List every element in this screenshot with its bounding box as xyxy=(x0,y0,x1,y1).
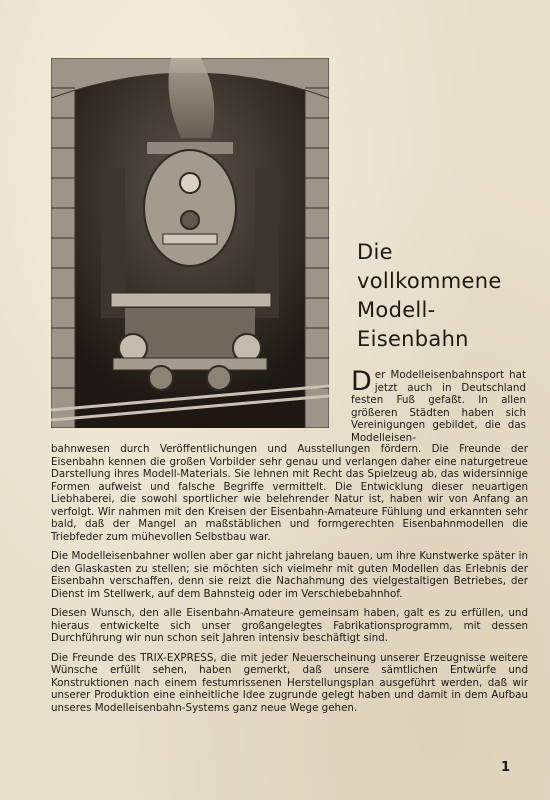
intro-wrapped-column xyxy=(351,366,526,444)
paragraph-2: Diesen Wunsch, den alle Eisenbahn-Amateure gemeinsam haben, galt es zu erfüllen, und hieraus entwickelte sich unser großangelegtes Fabrikationsprogramm, mit dessen Durchführung wir nun schon seit Jahren intensiv beschäftigt sind. xyxy=(51,607,528,644)
drop-cap: D xyxy=(351,366,372,397)
paragraph-3: Die Freunde des TRIX-EXPRESS, die mit jeder Neuerscheinung unserer Erzeugnisse weitere Wünsche erfüllt sehen, haben gemerkt, daß unsere sämtlichen Entwürfe und Konstruktionen nach einem festumrissenen Herstellungsplan ausgeführt werden, daß wir unserer Produktion eine einheitliche Idee zugrunde gelegt haben und damit in dem Aufbau unseres Modelleisenbahn-Systems ganz neue Wege gehen. xyxy=(51,651,528,714)
intro-paragraph xyxy=(351,366,526,444)
intro-wrapped-text: er Modelleisenbahnsport hat jetzt auch in Deutschland festen Fuß gefaßt. In allen größeren Städten haben sich Vereinigungen gebildet, die das Modelleisen- xyxy=(351,369,526,444)
paragraph-1: Die Modelleisenbahner wollen aber gar nicht jahrelang bauen, um ihre Kunstwerke später in den Glaskasten zu stellen; sie möchten sich vielmehr mit guten Modellen das Erlebnis der Eisenbahn verschaffen, denn sie reizt die Nachahmung des vielgestaltigen Betriebes, der Dienst im Stellwerk, auf dem Bahnsteig oder im Verschiebebahnhof. xyxy=(51,550,528,600)
body-text xyxy=(51,443,528,721)
article-title xyxy=(357,238,527,354)
intro-continued: bahnwesen durch Veröffentlichungen und Ausstellungen fördern. Die Freunde der Eisenbahn kennen die großen Vorbilder sehr genau und verlangen daher eine naturgetreue Darstellung ihres Modell-Materials. Sie lehnen mit Recht das Spielzeug ab, das widersinnige Formen aufweist und falsche Begriffe vermittelt. Die Entwicklung dieser neuartigen Liebhaberei, die sowohl sportlicher wie belehrender Natur ist, haben wir von Anfang an verfolgt. Wir nahmen mit den Kreisen der Eisenbahn-Amateure Fühlung und erkannten sehr bald, daß der Mangel an maßstäblichen und formgerechten Eisenbahnmodellen die Triebfeder zum mühevollen Selbstbau war. xyxy=(51,443,528,543)
title-line-3: Modell- xyxy=(357,298,436,322)
title-line-1: Die xyxy=(357,240,393,264)
locomotive-photo xyxy=(51,58,329,428)
title-line-4: Eisenbahn xyxy=(357,327,469,351)
title-line-2: vollkommene xyxy=(357,269,502,293)
page-number: 1 xyxy=(501,760,511,775)
